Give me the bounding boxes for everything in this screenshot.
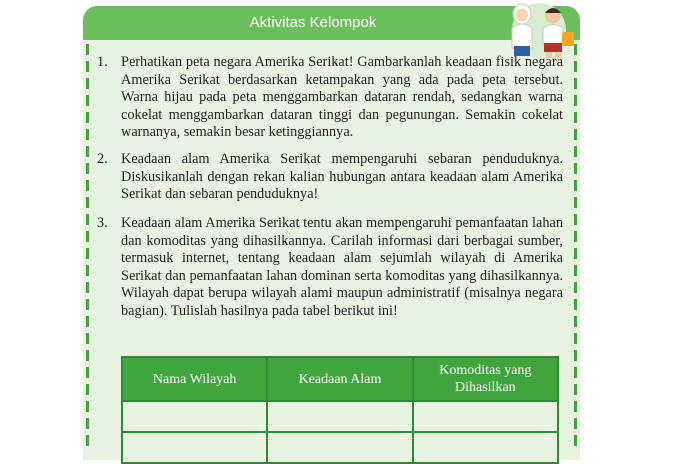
table-header-row xyxy=(122,357,558,401)
students-illustration-icon xyxy=(498,0,580,60)
left-dashed-border xyxy=(86,44,89,448)
item-number: 3. xyxy=(97,215,108,231)
table-cell xyxy=(122,401,267,432)
item-number: 1. xyxy=(97,54,108,70)
item-number: 2. xyxy=(97,151,108,167)
header-nama-wilayah: Nama Wilayah xyxy=(122,357,267,401)
header-keadaan-alam: Keadaan Alam xyxy=(267,357,412,401)
instruction-item-1 xyxy=(97,54,563,142)
table-row xyxy=(122,401,558,432)
activity-title: Aktivitas Kelompok xyxy=(249,14,377,31)
item-text: Perhatikan peta negara Amerika Serikat! Gambarkanlah keadaan fisik negara Amerika Serikat berdasarkan ketampakan yang ada pada peta tersebut. Warna hijau pada peta menggambarkan dataran rendah, sedangkan warna cokelat menggambarkan dataran tinggi dan pegunungan. Semakin cokelat warnanya, semakin besar ketinggiannya. xyxy=(121,54,563,140)
header-komoditas: Komoditas yang Dihasilkan xyxy=(413,357,558,401)
table-cell xyxy=(413,401,558,432)
item-text: Keadaan alam Amerika Serikat mempengaruhi sebaran penduduknya. Diskusikanlah dengan rekan kalian hubungan antara keadaan alam Amerika Serikat dan sebaran penduduknya! xyxy=(121,151,563,202)
right-dashed-border xyxy=(574,44,577,448)
instruction-item-2 xyxy=(97,151,563,204)
instruction-item-3 xyxy=(97,215,563,320)
item-text: Keadaan alam Amerika Serikat tentu akan mempengaruhi pemanfaatan lahan dan komoditas yang dihasilkannya. Carilah informasi dari berbagai sumber, termasuk internet, tentang keadaan alam sejumlah wilayah di Amerika Serikat dan pemanfaatan lahan dominan serta komoditas yang dihasilkannya. Wilayah dapat berupa wilayah alami maupun administratif (misalnya negara bagian). Tulislah hasilnya pada tabel berikut ini! xyxy=(121,215,563,319)
table-cell xyxy=(267,401,412,432)
